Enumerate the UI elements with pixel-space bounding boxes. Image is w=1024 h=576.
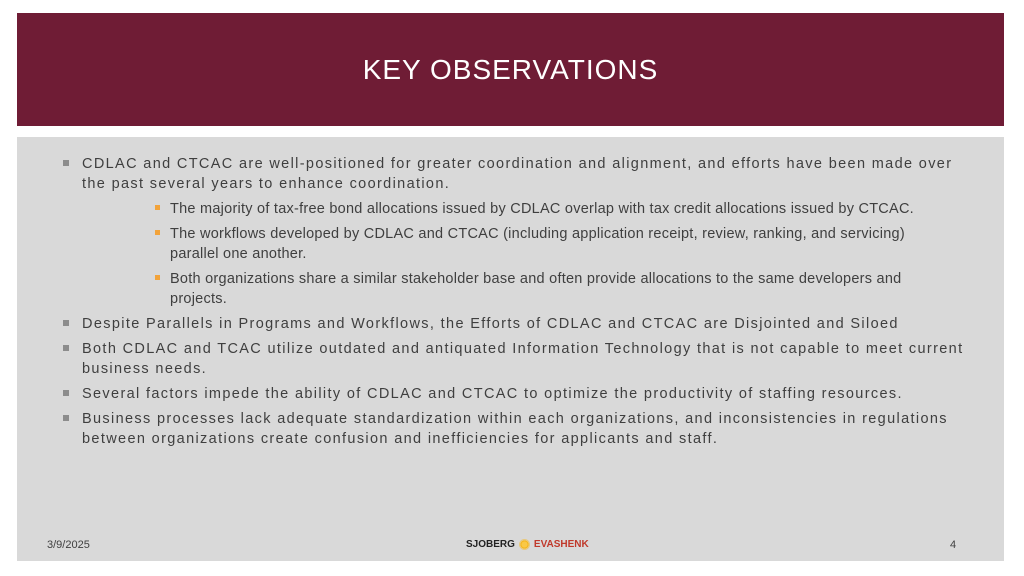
sub-bullet-text: The workflows developed by CDLAC and CTCAC (including application receipt, review, ranking, and servicing) parallel one another. [170,226,905,262]
orange-square-bullet-icon [155,230,160,235]
content-panel [17,137,1004,561]
bullet-text: Several factors impede the ability of CDLAC and CTCAC to optimize the productivity of staffing resources. [82,386,903,402]
footer-date: 3/9/2025 [47,539,90,551]
bullet-text: Business processes lack adequate standardization within each organizations, and inconsistencies in regulations between organizations create confusion and inefficiencies for applicants and staff. [82,411,948,447]
orange-square-bullet-icon [155,205,160,210]
logo-text-right: EVASHENK [533,539,589,550]
page-number: 4 [950,539,957,551]
bullet-text: Despite Parallels in Programs and Workflows, the Efforts of CDLAC and CTCAC are Disjointed and Siloed [82,316,899,332]
square-bullet-icon [63,415,69,421]
sub-bullet-item [82,269,974,309]
square-bullet-icon [63,390,69,396]
company-logo [466,539,589,550]
sun-icon [519,539,530,550]
sub-bullet-text: The majority of tax-free bond allocations issued by CDLAC overlap with tax credit allocations issued by CTCAC. [170,201,914,217]
bullet-item [17,314,1004,334]
orange-square-bullet-icon [155,275,160,280]
title-band [17,13,1004,126]
sub-bullet-text: Both organizations share a similar stakeholder base and often provide allocations to the same developers and projects. [170,271,902,307]
bullet-text: Both CDLAC and TCAC utilize outdated and antiquated Information Technology that is not capable to meet current business needs. [82,341,964,377]
square-bullet-icon [63,345,69,351]
bullet-text: CDLAC and CTCAC are well-positioned for greater coordination and alignment, and efforts have been made over the past several years to enhance coordination. [82,156,953,192]
bullet-item [17,339,1004,379]
logo-text-left: SJOBERG [466,539,515,550]
square-bullet-icon [63,320,69,326]
square-bullet-icon [63,160,69,166]
bullet-item [17,384,1004,404]
sub-bullet-list [82,199,974,309]
bullet-list [17,154,1004,454]
sub-bullet-item [82,199,974,219]
bullet-item [17,409,1004,449]
sub-bullet-item [82,224,974,264]
bullet-item [17,154,1004,309]
slide-title: KEY OBSERVATIONS [362,53,659,85]
